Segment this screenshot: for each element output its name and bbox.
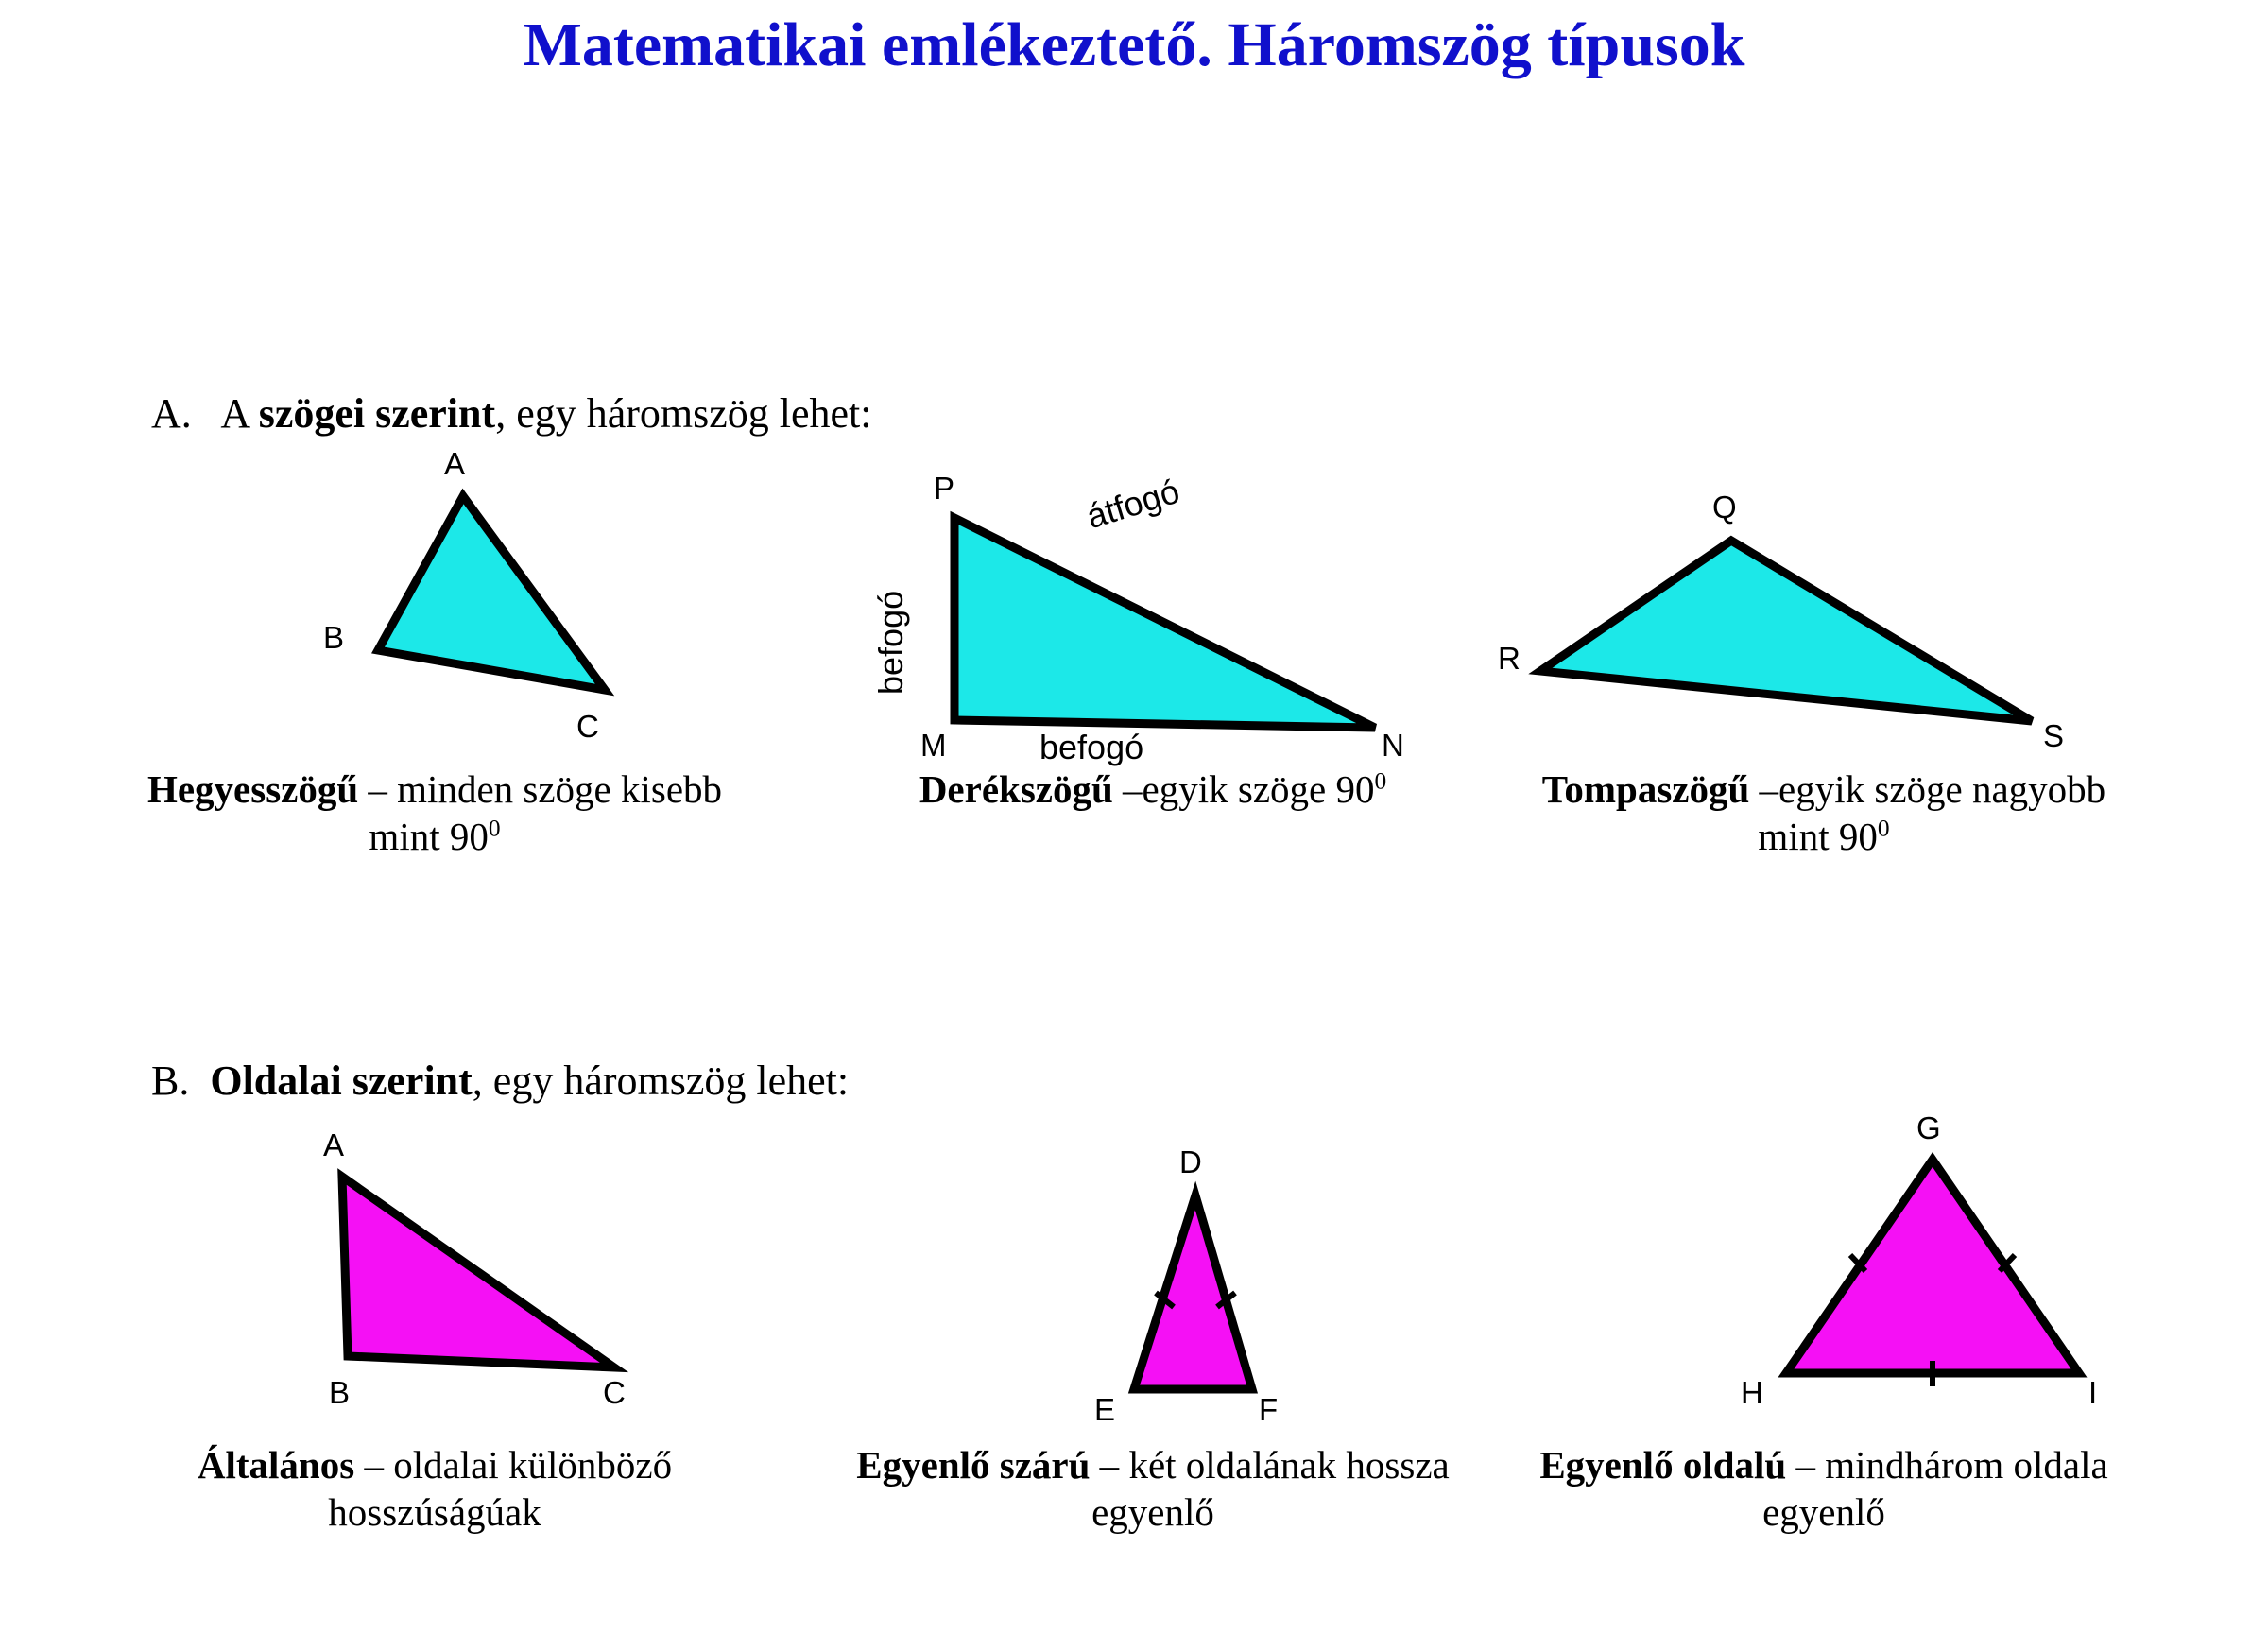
acute-vertex-b: B [323,620,345,655]
section-a-rest: , egy háromszög lehet: [495,390,872,437]
right-vertex-p: P [934,471,955,506]
acute-triangle-shape [378,496,605,690]
acute-caption [104,765,765,860]
label-befogo-horizontal: befogó [1040,728,1144,766]
section-b-marker: B. [151,1058,190,1104]
cell-obtuse [1493,454,2155,860]
equilateral-triangle-shape [1786,1160,2079,1373]
scalene-vertex-c: C [603,1375,626,1410]
row-sides [0,1110,2268,1535]
right-caption-sup: 0 [1374,767,1387,795]
equilateral-caption-rest: – mindhárom oldala egyenlő [1762,1443,2108,1535]
obtuse-vertex-r: R [1498,641,1521,676]
cell-equilateral [1493,1110,2155,1536]
scalene-caption [104,1441,765,1536]
isosceles-caption [822,1441,1484,1536]
cell-scalene [104,1120,765,1536]
isosceles-caption-bold: Egyenlő szárú – [856,1443,1120,1487]
equilateral-triangle-svg [1493,1110,2098,1441]
obtuse-triangle-figure [1493,454,2155,765]
equilateral-caption-bold: Egyenlő oldalú [1539,1443,1787,1487]
obtuse-triangle-svg [1493,454,2098,765]
acute-vertex-c: C [576,709,599,744]
scalene-vertex-b: B [329,1375,351,1410]
obtuse-caption [1493,765,2155,860]
obtuse-vertex-s: S [2043,718,2065,753]
equilateral-vertex-h: H [1741,1375,1763,1410]
acute-triangle-figure [104,446,765,765]
cell-isosceles [822,1120,1484,1536]
obtuse-triangle-shape [1540,541,2032,721]
acute-caption-sup: 0 [488,815,501,842]
scalene-triangle-figure [104,1120,765,1441]
section-a-marker: A. [151,390,192,437]
obtuse-caption-sup: 0 [1877,815,1890,842]
label-befogo-vertical: befogó [871,590,910,695]
scalene-vertex-a: A [323,1127,345,1162]
acute-caption-bold: Hegyesszögű [146,767,359,811]
acute-vertex-a: A [444,446,466,481]
section-a-bold: szögei szerint [258,390,496,437]
right-caption-rest: –egyik szöge 90 [1112,767,1375,811]
equilateral-caption [1493,1441,2155,1536]
cell-acute [104,446,765,860]
section-b-rest: , egy háromszög lehet: [472,1058,850,1104]
label-atfogo: átfogó [1082,471,1184,537]
isosceles-vertex-f: F [1259,1392,1279,1427]
section-b-bold: Oldalai szerint [210,1058,472,1104]
right-triangle-shape [954,518,1375,728]
scalene-caption-bold: Általános [197,1443,355,1487]
acute-triangle-svg [104,446,633,765]
isosceles-vertex-d: D [1179,1144,1202,1179]
right-vertex-m: M [920,728,947,763]
obtuse-caption-bold: Tompaszögű [1541,767,1750,811]
scalene-triangle-shape [342,1177,614,1367]
equilateral-vertex-i: I [2088,1375,2098,1410]
cell-right [822,454,1484,813]
equilateral-vertex-g: G [1916,1110,1941,1145]
equilateral-triangle-figure [1493,1110,2155,1441]
obtuse-vertex-q: Q [1712,490,1737,525]
obtuse-caption-rest: –egyik szöge nagyobb mint 90 [1749,767,2106,859]
scalene-triangle-svg [104,1120,671,1441]
right-caption-bold: Derékszögű [919,767,1113,811]
right-caption [822,765,1484,813]
right-vertex-n: N [1382,728,1404,763]
isosceles-triangle-figure [822,1120,1484,1441]
acute-caption-rest: – minden szöge kisebb mint 90 [358,767,723,859]
isosceles-vertex-e: E [1094,1392,1116,1427]
right-triangle-figure [822,454,1484,765]
section-b-heading [151,1057,849,1107]
page-title: Matematikai emlékeztető. Háromszög típusok [523,10,1745,79]
isosceles-caption-rest: két oldalának hossza egyenlő [1091,1443,1450,1535]
row-angles [0,446,2268,859]
section-a-lead: A [220,390,259,437]
section-a-heading [151,389,872,439]
scalene-caption-rest: – oldalai különböző hosszúságúak [328,1443,673,1535]
isosceles-triangle-svg [822,1120,1408,1441]
